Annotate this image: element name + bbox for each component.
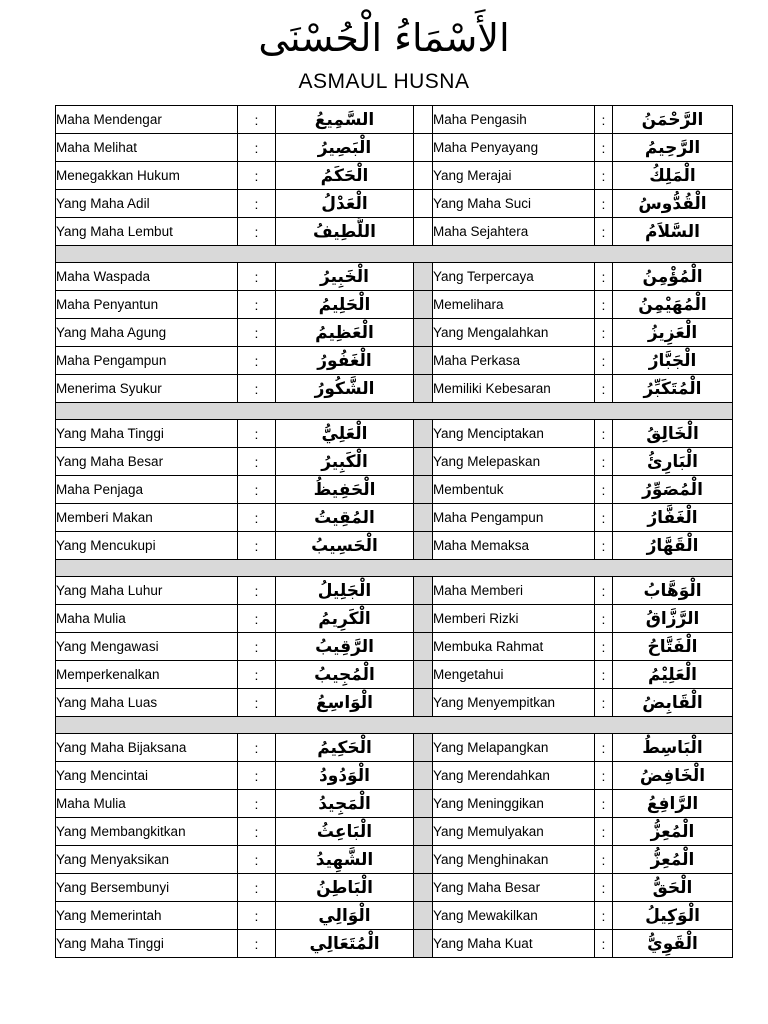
- column-gap-cell: [414, 902, 433, 930]
- left-colon-cell: :: [238, 420, 276, 448]
- left-colon-cell: :: [238, 689, 276, 717]
- left-arabic-name-cell: السَّمِيعُ: [276, 106, 414, 134]
- right-colon-cell: :: [595, 504, 613, 532]
- right-colon-cell: :: [595, 818, 613, 846]
- right-arabic-name-cell: الْبَارِئُ: [613, 448, 733, 476]
- right-colon-cell: :: [595, 762, 613, 790]
- right-colon-cell: :: [595, 605, 613, 633]
- right-arabic-name-cell: الرَّحْمَنُ: [613, 106, 733, 134]
- right-colon-cell: :: [595, 420, 613, 448]
- table-row: [56, 874, 733, 902]
- left-meaning-cell: Maha Melihat: [56, 134, 238, 162]
- left-arabic-name-cell: الْخَبِيرُ: [276, 263, 414, 291]
- column-gap-cell: [414, 633, 433, 661]
- left-meaning-cell: Yang Membangkitkan: [56, 818, 238, 846]
- table-row: [56, 577, 733, 605]
- right-colon-cell: :: [595, 689, 613, 717]
- left-arabic-name-cell: الْكَرِيمُ: [276, 605, 414, 633]
- left-colon-cell: :: [238, 476, 276, 504]
- group-separator-cell: [56, 717, 733, 734]
- table-row: [56, 762, 733, 790]
- right-meaning-cell: Membuka Rahmat: [433, 633, 595, 661]
- right-arabic-name-cell: الْعَلِيْمُ: [613, 661, 733, 689]
- table-row: [56, 504, 733, 532]
- left-arabic-name-cell: الْبَاعِثُ: [276, 818, 414, 846]
- column-gap-cell: [414, 448, 433, 476]
- group-separator-cell: [56, 560, 733, 577]
- right-meaning-cell: Yang Merajai: [433, 162, 595, 190]
- right-arabic-name-cell: الْجَبَّارُ: [613, 347, 733, 375]
- left-colon-cell: :: [238, 162, 276, 190]
- right-meaning-cell: Yang Terpercaya: [433, 263, 595, 291]
- left-meaning-cell: Memperkenalkan: [56, 661, 238, 689]
- column-gap-cell: [414, 930, 433, 958]
- right-arabic-name-cell: الْحَقُّ: [613, 874, 733, 902]
- left-arabic-name-cell: الْوَاسِعُ: [276, 689, 414, 717]
- left-arabic-name-cell: الشَّكُورُ: [276, 375, 414, 403]
- right-colon-cell: :: [595, 902, 613, 930]
- right-meaning-cell: Yang Merendahkan: [433, 762, 595, 790]
- right-colon-cell: :: [595, 218, 613, 246]
- right-colon-cell: :: [595, 930, 613, 958]
- column-gap-cell: [414, 162, 433, 190]
- left-arabic-name-cell: الْكَبِيرُ: [276, 448, 414, 476]
- table-row: [56, 532, 733, 560]
- left-meaning-cell: Yang Menyaksikan: [56, 846, 238, 874]
- left-colon-cell: :: [238, 532, 276, 560]
- table-row: [56, 134, 733, 162]
- column-gap-cell: [414, 291, 433, 319]
- left-colon-cell: :: [238, 902, 276, 930]
- table-row: [56, 902, 733, 930]
- right-meaning-cell: Maha Perkasa: [433, 347, 595, 375]
- left-arabic-name-cell: الْحَفِيظُ: [276, 476, 414, 504]
- left-arabic-name-cell: الْحَلِيمُ: [276, 291, 414, 319]
- right-meaning-cell: Memberi Rizki: [433, 605, 595, 633]
- page-title-latin: ASMAUL HUSNA: [298, 70, 470, 93]
- column-gap-cell: [414, 762, 433, 790]
- right-meaning-cell: Yang Mengalahkan: [433, 319, 595, 347]
- right-arabic-name-cell: الْخَافِضُ: [613, 762, 733, 790]
- right-colon-cell: :: [595, 375, 613, 403]
- table-row: [56, 448, 733, 476]
- left-colon-cell: :: [238, 504, 276, 532]
- column-gap-cell: [414, 818, 433, 846]
- right-colon-cell: :: [595, 263, 613, 291]
- right-arabic-name-cell: الْمُعِزُّ: [613, 818, 733, 846]
- column-gap-cell: [414, 319, 433, 347]
- right-colon-cell: :: [595, 134, 613, 162]
- right-arabic-name-cell: الْمُؤْمِنُ: [613, 263, 733, 291]
- left-meaning-cell: Yang Maha Lembut: [56, 218, 238, 246]
- left-meaning-cell: Yang Maha Bijaksana: [56, 734, 238, 762]
- column-gap-cell: [414, 874, 433, 902]
- right-arabic-name-cell: الْقَوِيُّ: [613, 930, 733, 958]
- left-colon-cell: :: [238, 347, 276, 375]
- column-gap-cell: [414, 577, 433, 605]
- left-arabic-name-cell: الرَّقِيبُ: [276, 633, 414, 661]
- left-arabic-name-cell: الْمَجِيدُ: [276, 790, 414, 818]
- right-colon-cell: :: [595, 162, 613, 190]
- right-arabic-name-cell: الْوَكِيلُ: [613, 902, 733, 930]
- left-meaning-cell: Yang Bersembunyi: [56, 874, 238, 902]
- group-separator-row: [56, 560, 733, 577]
- left-meaning-cell: Maha Pengampun: [56, 347, 238, 375]
- right-colon-cell: :: [595, 633, 613, 661]
- group-separator-row: [56, 246, 733, 263]
- right-arabic-name-cell: الرَّزَّاقُ: [613, 605, 733, 633]
- left-colon-cell: :: [238, 291, 276, 319]
- left-meaning-cell: Menerima Syukur: [56, 375, 238, 403]
- left-colon-cell: :: [238, 605, 276, 633]
- right-meaning-cell: Memelihara: [433, 291, 595, 319]
- right-colon-cell: :: [595, 790, 613, 818]
- left-colon-cell: :: [238, 790, 276, 818]
- left-meaning-cell: Yang Maha Tinggi: [56, 930, 238, 958]
- left-meaning-cell: Menegakkan Hukum: [56, 162, 238, 190]
- right-colon-cell: :: [595, 476, 613, 504]
- column-gap-cell: [414, 605, 433, 633]
- left-arabic-name-cell: الْعَلِيُّ: [276, 420, 414, 448]
- left-arabic-name-cell: الْعَظِيمُ: [276, 319, 414, 347]
- table-row: [56, 790, 733, 818]
- right-meaning-cell: Membentuk: [433, 476, 595, 504]
- right-colon-cell: :: [595, 846, 613, 874]
- left-colon-cell: :: [238, 818, 276, 846]
- right-colon-cell: :: [595, 577, 613, 605]
- right-colon-cell: :: [595, 874, 613, 902]
- right-arabic-name-cell: الْقَهَّارُ: [613, 532, 733, 560]
- right-arabic-name-cell: الْمُهَيْمِنُ: [613, 291, 733, 319]
- table-row: [56, 106, 733, 134]
- table-row: [56, 420, 733, 448]
- column-gap-cell: [414, 190, 433, 218]
- table-row: [56, 846, 733, 874]
- right-meaning-cell: Yang Melapangkan: [433, 734, 595, 762]
- table-row: [56, 319, 733, 347]
- column-gap-cell: [414, 375, 433, 403]
- right-colon-cell: :: [595, 532, 613, 560]
- left-colon-cell: :: [238, 375, 276, 403]
- right-meaning-cell: Yang Maha Besar: [433, 874, 595, 902]
- left-colon-cell: :: [238, 190, 276, 218]
- right-colon-cell: :: [595, 734, 613, 762]
- left-arabic-name-cell: اللَّطِيفُ: [276, 218, 414, 246]
- right-meaning-cell: Memiliki Kebesaran: [433, 375, 595, 403]
- left-arabic-name-cell: الْوَالِي: [276, 902, 414, 930]
- right-meaning-cell: Yang Mewakilkan: [433, 902, 595, 930]
- left-meaning-cell: Maha Mendengar: [56, 106, 238, 134]
- left-colon-cell: :: [238, 577, 276, 605]
- group-separator-row: [56, 717, 733, 734]
- right-arabic-name-cell: الْبَاسِطُ: [613, 734, 733, 762]
- right-arabic-name-cell: الْقَابِضُ: [613, 689, 733, 717]
- left-colon-cell: :: [238, 448, 276, 476]
- right-meaning-cell: Yang Melepaskan: [433, 448, 595, 476]
- right-arabic-name-cell: السَّلاَمُ: [613, 218, 733, 246]
- column-gap-cell: [414, 420, 433, 448]
- right-arabic-name-cell: الرَّحِيمُ: [613, 134, 733, 162]
- table-row: [56, 375, 733, 403]
- left-arabic-name-cell: الْوَدُودُ: [276, 762, 414, 790]
- right-arabic-name-cell: الْقُدُّوسُ: [613, 190, 733, 218]
- left-meaning-cell: Yang Mencintai: [56, 762, 238, 790]
- table-row: [56, 661, 733, 689]
- table-row: [56, 263, 733, 291]
- table-row: [56, 734, 733, 762]
- left-colon-cell: :: [238, 734, 276, 762]
- right-meaning-cell: Yang Menghinakan: [433, 846, 595, 874]
- right-meaning-cell: Yang Menciptakan: [433, 420, 595, 448]
- left-colon-cell: :: [238, 846, 276, 874]
- left-meaning-cell: Yang Maha Besar: [56, 448, 238, 476]
- left-meaning-cell: Yang Memerintah: [56, 902, 238, 930]
- table-row: [56, 605, 733, 633]
- left-arabic-name-cell: الْحَسِيبُ: [276, 532, 414, 560]
- column-gap-cell: [414, 263, 433, 291]
- left-meaning-cell: Maha Waspada: [56, 263, 238, 291]
- left-arabic-name-cell: الْمُتَعَالِي: [276, 930, 414, 958]
- right-arabic-name-cell: الْعَزِيزُ: [613, 319, 733, 347]
- left-arabic-name-cell: الْبَاطِنُ: [276, 874, 414, 902]
- right-meaning-cell: Mengetahui: [433, 661, 595, 689]
- right-arabic-name-cell: الْمُتَكَبِّرُ: [613, 375, 733, 403]
- table-row: [56, 930, 733, 958]
- left-arabic-name-cell: الْجَلِيلُ: [276, 577, 414, 605]
- left-colon-cell: :: [238, 661, 276, 689]
- left-meaning-cell: Maha Mulia: [56, 790, 238, 818]
- left-colon-cell: :: [238, 134, 276, 162]
- group-separator-row: [56, 403, 733, 420]
- column-gap-cell: [414, 689, 433, 717]
- group-separator-cell: [56, 403, 733, 420]
- table-row: [56, 633, 733, 661]
- table-row: [56, 476, 733, 504]
- right-colon-cell: :: [595, 106, 613, 134]
- right-colon-cell: :: [595, 319, 613, 347]
- column-gap-cell: [414, 504, 433, 532]
- right-meaning-cell: Maha Penyayang: [433, 134, 595, 162]
- column-gap-cell: [414, 846, 433, 874]
- right-arabic-name-cell: الْخَالِقُ: [613, 420, 733, 448]
- table-row: [56, 689, 733, 717]
- right-meaning-cell: Maha Pengasih: [433, 106, 595, 134]
- left-arabic-name-cell: الْغَفُورُ: [276, 347, 414, 375]
- column-gap-cell: [414, 106, 433, 134]
- left-meaning-cell: Maha Penyantun: [56, 291, 238, 319]
- right-arabic-name-cell: الْوَهَّابُ: [613, 577, 733, 605]
- right-meaning-cell: Yang Maha Suci: [433, 190, 595, 218]
- left-arabic-name-cell: الْعَدْلُ: [276, 190, 414, 218]
- left-colon-cell: :: [238, 762, 276, 790]
- column-gap-cell: [414, 734, 433, 762]
- right-arabic-name-cell: الْمُعِزُّ: [613, 846, 733, 874]
- left-meaning-cell: Maha Mulia: [56, 605, 238, 633]
- table-row: [56, 190, 733, 218]
- right-colon-cell: :: [595, 661, 613, 689]
- asmaul-husna-table: [55, 105, 733, 958]
- left-meaning-cell: Yang Maha Luhur: [56, 577, 238, 605]
- group-separator-cell: [56, 246, 733, 263]
- right-arabic-name-cell: الْغَفَّارُ: [613, 504, 733, 532]
- left-arabic-name-cell: الشَّهِيدُ: [276, 846, 414, 874]
- left-meaning-cell: Yang Maha Adil: [56, 190, 238, 218]
- left-arabic-name-cell: المُقِيتُ: [276, 504, 414, 532]
- column-gap-cell: [414, 134, 433, 162]
- right-arabic-name-cell: الْفَتَّاحُ: [613, 633, 733, 661]
- left-arabic-name-cell: الْبَصِيرُ: [276, 134, 414, 162]
- left-arabic-name-cell: الْحَكِيمُ: [276, 734, 414, 762]
- left-arabic-name-cell: الْمُجِيبُ: [276, 661, 414, 689]
- right-colon-cell: :: [595, 448, 613, 476]
- right-colon-cell: :: [595, 347, 613, 375]
- left-meaning-cell: Memberi Makan: [56, 504, 238, 532]
- right-meaning-cell: Yang Meninggikan: [433, 790, 595, 818]
- left-meaning-cell: Yang Maha Luas: [56, 689, 238, 717]
- left-colon-cell: :: [238, 263, 276, 291]
- column-gap-cell: [414, 218, 433, 246]
- right-meaning-cell: Yang Maha Kuat: [433, 930, 595, 958]
- left-arabic-name-cell: الْحَكَمُ: [276, 162, 414, 190]
- left-colon-cell: :: [238, 930, 276, 958]
- table-row: [56, 291, 733, 319]
- right-colon-cell: :: [595, 190, 613, 218]
- column-gap-cell: [414, 347, 433, 375]
- left-colon-cell: :: [238, 633, 276, 661]
- page-title-arabic: الأَسْمَاءُ الْحُسْنَى: [258, 16, 510, 60]
- left-meaning-cell: Maha Penjaga: [56, 476, 238, 504]
- right-meaning-cell: Maha Pengampun: [433, 504, 595, 532]
- right-arabic-name-cell: الْمَلِكُ: [613, 162, 733, 190]
- table-row: [56, 347, 733, 375]
- left-colon-cell: :: [238, 874, 276, 902]
- left-meaning-cell: Yang Mengawasi: [56, 633, 238, 661]
- column-gap-cell: [414, 661, 433, 689]
- left-meaning-cell: Yang Maha Agung: [56, 319, 238, 347]
- right-meaning-cell: Yang Menyempitkan: [433, 689, 595, 717]
- right-meaning-cell: Maha Memberi: [433, 577, 595, 605]
- left-colon-cell: :: [238, 319, 276, 347]
- left-colon-cell: :: [238, 218, 276, 246]
- right-colon-cell: :: [595, 291, 613, 319]
- table-row: [56, 162, 733, 190]
- column-gap-cell: [414, 476, 433, 504]
- left-meaning-cell: Yang Maha Tinggi: [56, 420, 238, 448]
- column-gap-cell: [414, 532, 433, 560]
- right-arabic-name-cell: الْمُصَوِّرُ: [613, 476, 733, 504]
- table-row: [56, 218, 733, 246]
- right-meaning-cell: Maha Sejahtera: [433, 218, 595, 246]
- right-meaning-cell: Maha Memaksa: [433, 532, 595, 560]
- left-meaning-cell: Yang Mencukupi: [56, 532, 238, 560]
- column-gap-cell: [414, 790, 433, 818]
- table-row: [56, 818, 733, 846]
- right-meaning-cell: Yang Memulyakan: [433, 818, 595, 846]
- right-arabic-name-cell: الرَّافِعُ: [613, 790, 733, 818]
- left-colon-cell: :: [238, 106, 276, 134]
